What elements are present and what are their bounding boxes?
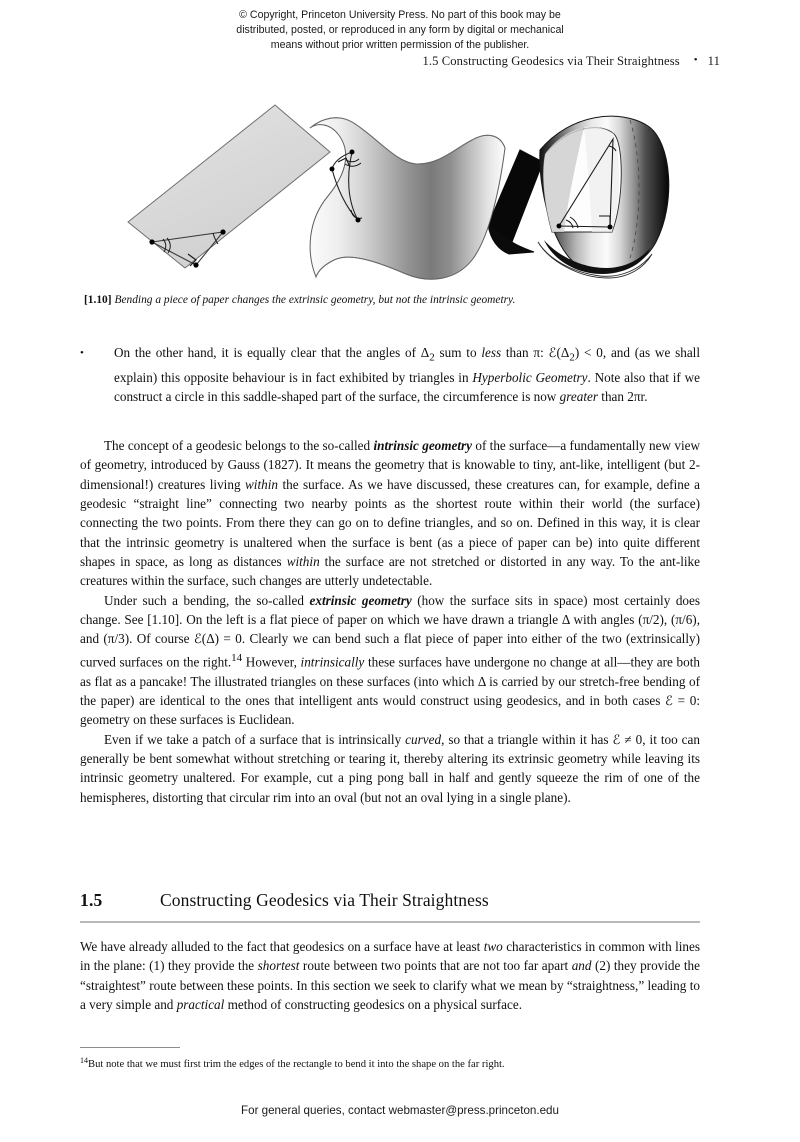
copyright-line-2: distributed, posted, or reproduced in any form by digital or mechanical: [236, 24, 564, 37]
running-head: [80, 54, 720, 69]
rolled-cone-panel: [538, 116, 669, 278]
copyright-notice: [0, 8, 800, 54]
section-heading: [80, 890, 700, 911]
section-divider: [80, 921, 700, 923]
bullet-item-text: On the other hand, it is equally clear that the angles of $\Delta_2$ sum to less than π: $ℰ(\Delta_2) < 0$, and (as we shall explain) this opposite behaviour is in fact exhibited by triangles in Hyperbolic Geometry. Note also that if we construct a circle in this saddle-shaped part of the surface, the circumference is now greater than 2πr.: [114, 345, 700, 405]
footnote-14: [80, 1054, 700, 1071]
copyright-line-1: © Copyright, Princeton University Press. No part of this book may be: [239, 9, 561, 21]
body-text: [80, 436, 700, 807]
figure-number: [1.10]: [84, 294, 112, 306]
bullet-item-hyperbolic: [80, 343, 700, 407]
flat-sheet-panel: [128, 105, 330, 268]
footnote-divider: [80, 1047, 180, 1048]
paragraph-intrinsic-geometry: The concept of a geodesic belongs to the so-called intrinsic geometry of the surface—a fundamentally new view of geometry, introduced by Gauss (1827). It means the geometry that is knowable to tiny, ant-like, intelligent (but 2-dimensional!) creatures living within the surface. As we have discussed, these creatures can, for example, define a geodesic “straight line” connecting two nearby points as the shortest route within their world (the surface) connecting the two points. From there they can go on to define triangles, and so on. Defined in this way, it is clear that the intrinsic geometry is unaltered when the surface is bent (as a piece of paper can be) into quite different shapes in space, as long as distances within the surface are not stretched or distorted in any way. To the ant-like creatures within the surface, such changes are utterly undetectable.: [80, 438, 700, 589]
footnote-text: But note that we must first trim the edges of the rectangle to bend it into the shape on the far right.: [88, 1059, 505, 1070]
paragraph-section-intro: We have already alluded to the fact that geodesics on a surface have at least two characteristics in common with lines in the plane: (1) they provide the shortest route between two points that are not too far apart and (2) they provide the “straightest” route between these points. In this section we seek to clarify what we mean by “straightness,” leading to a very simple and practical method of constructing geodesics on a physical surface.: [80, 939, 700, 1013]
copyright-line-3: means without prior written permission of the publisher.: [270, 39, 530, 52]
section-number: 1.5: [80, 890, 103, 910]
footnote-marker: 14: [80, 1056, 88, 1065]
wavy-sheet-panel: [310, 118, 543, 280]
paragraph-curved-patch: Even if we take a patch of a surface that is intrinsically curved, so that a triangle within it has ℰ ≠ 0, it too can generally be bent somewhat without stretching or tearing it, thereby altering its extrinsic geometry while leaving its intrinsic geometry unaltered. For example, cut a ping pong ball in half and gently squeeze the rim of one of the hemispheres, distorting that circular rim into an oval (but not an oval lying in a single plane).: [80, 731, 700, 805]
figure-illustration: [100, 92, 700, 282]
page-number: 11: [707, 54, 720, 68]
figure-1-10: [80, 92, 720, 282]
paragraph-extrinsic-geometry: Under such a bending, the so-called extrinsic geometry (how the surface sits in space) most certainly does change. See [1.10]. On the left is a flat piece of paper on which we have drawn a triangle Δ with angles (π/2), (π/6), and (π/3). Of course ℰ(Δ) = 0. Clearly we can bend such a flat piece of paper into either of the two (extrinsically) curved surfaces on the right.$^{14}$ However, intrinsically these surfaces have undergone no change at all—they are both as flat as a pancake! The illustrated triangles on these surfaces (into which Δ is carried by our stretch-free bending of the paper) are identical to the ones that intelligent ants would construct using geodesics, and in both cases ℰ = 0: geometry on these surfaces is Euclidean.: [80, 592, 700, 728]
running-head-title: 1.5 Constructing Geodesics via Their Straightness: [422, 54, 680, 68]
figure-caption: [84, 293, 700, 307]
bullet-marker: •: [80, 347, 84, 359]
figure-caption-text: Bending a piece of paper changes the extrinsic geometry, but not the intrinsic geometry.: [114, 294, 516, 306]
running-head-separator: •: [693, 54, 698, 66]
bottom-banner: For general queries, contact webmaster@press.princeton.edu: [241, 1104, 559, 1117]
section-intro: [80, 937, 700, 1014]
section-title: Constructing Geodesics via Their Straightness: [160, 890, 489, 910]
